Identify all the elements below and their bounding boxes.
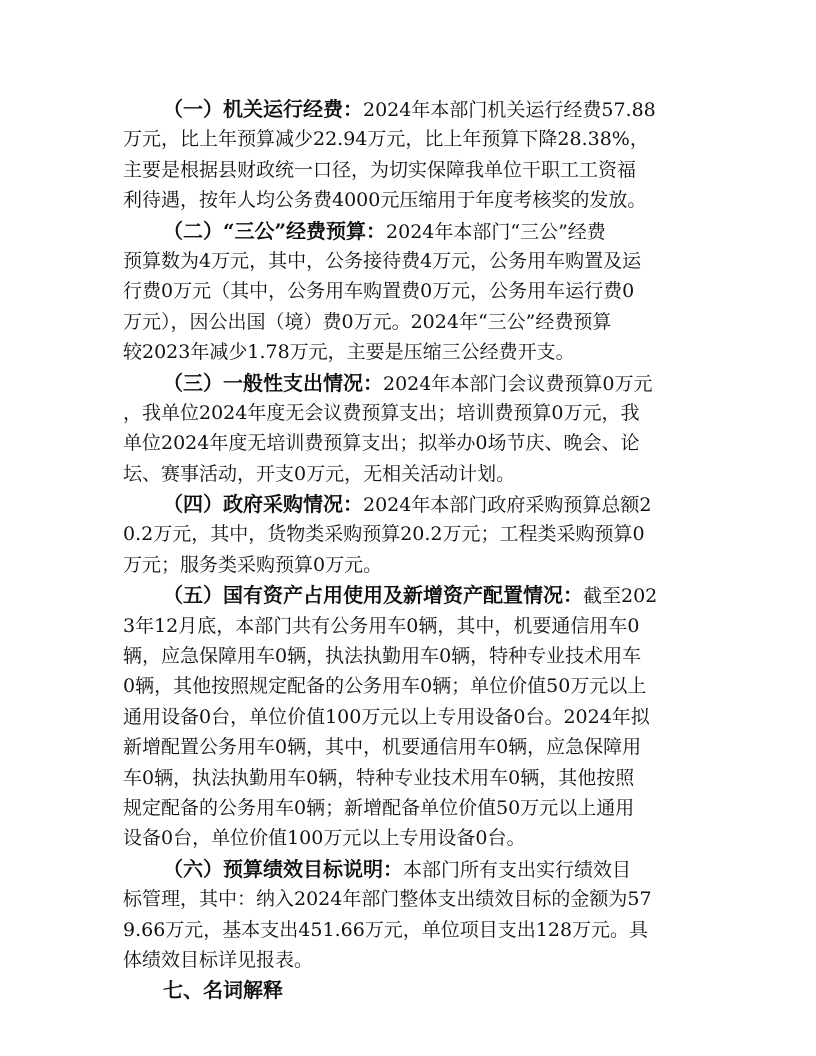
paragraph-4-line-3: 万元；服务类采购预算0万元。 [123, 553, 383, 576]
paragraph-5-text: 截至202 [583, 585, 658, 608]
paragraph-5-line-8: 规定配备的公务用车0辆；新增配备单位价值50万元以上通用 [123, 796, 635, 819]
paragraph-1-line-1 [123, 94, 703, 124]
paragraph-4-text: 2024年本部门政府采购预算总额2 [363, 494, 652, 517]
paragraph-2-line-5: 较2023年减少1.78万元，主要是压缩三公经费开支。 [123, 341, 575, 364]
paragraph-6-line-3: 9.66万元，基本支出451.66万元，单位项目支出128万元。具 [123, 918, 649, 941]
paragraph-4-line-1 [123, 489, 703, 519]
paragraph-6-line-4: 体绩效目标详见报表。 [123, 948, 314, 971]
paragraph-3-heading: （三）一般性支出情况： [163, 370, 383, 395]
paragraph-3-line-2: ，我单位2024年度无会议费预算支出；培训费预算0万元，我 [123, 401, 640, 424]
paragraph-1-text: 2024年本部门机关运行经费57.88 [363, 99, 656, 121]
paragraph-2-text: 2024年本部门“三公”经费 [386, 220, 606, 243]
paragraph-5-line-7: 车0辆，执法执勤用车0辆，特种专业技术用车0辆，其他按照 [123, 766, 635, 789]
paragraph-5-heading: （五）国有资产占用使用及新增资产配置情况： [163, 583, 583, 608]
paragraph-1-line-4: 利待遇，按年人均公务费4000元压缩用于年度考核奖的发放。 [123, 189, 647, 212]
paragraph-5-line-4: 0辆，其他按照规定配备的公务用车0辆；单位价值50万元以上 [123, 675, 647, 698]
paragraph-4-line-2: 0.2万元，其中，货物类采购预算20.2万元；工程类采购预算0 [123, 523, 645, 546]
paragraph-5-line-5: 通用设备0台，单位价值100万元以上专用设备0台。2024年拟 [123, 705, 650, 728]
paragraph-1-line-3: 主要是根据县财政统一口径，为切实保障我单位干职工工资福 [123, 158, 637, 181]
paragraph-6-line-2: 标管理，其中：纳入2024年部门整体支出绩效目标的金额为57 [123, 888, 652, 911]
paragraph-6-line-1 [123, 854, 703, 884]
paragraph-1-line-2: 万元，比上年预算减少22.94万元，比上年预算下降28.38%， [123, 128, 649, 151]
document-page [123, 94, 703, 1006]
paragraph-5-line-3: 辆，应急保障用车0辆，执法执勤用车0辆，特种专业技术用车 [123, 645, 642, 668]
paragraph-3-line-3: 单位2024年度无培训费预算支出；拟举办0场节庆、晚会、论 [123, 432, 640, 455]
paragraph-2-line-1 [123, 216, 703, 246]
paragraph-6-text: 本部门所有支出实行绩效目 [403, 858, 632, 881]
section-heading: 七、名词解释 [163, 978, 283, 1003]
paragraph-3-line-4: 坛、赛事活动，开支0万元，无相关活动计划。 [123, 462, 516, 485]
paragraph-2-line-4: 万元），因公出国（境）费0万元。2024年“三公”经费预算 [123, 310, 612, 333]
paragraph-5-line-2: 3年12月底，本部门共有公务用车0辆，其中，机要通信用车0 [123, 614, 640, 637]
paragraph-5-line-6: 新增配置公务用车0辆，其中，机要通信用车0辆，应急保障用 [123, 736, 642, 759]
paragraph-3-line-1 [123, 368, 703, 398]
paragraph-2-heading: （二）“三公”经费预算： [163, 218, 387, 243]
paragraph-2-line-3: 行费0万元（其中，公务用车购置费0万元，公务用车运行费0 [123, 280, 635, 303]
paragraph-4-heading: （四）政府采购情况： [163, 492, 363, 517]
paragraph-3-text: 2024年本部门会议费预算0万元 [383, 372, 653, 395]
paragraph-1-heading: （一）机关运行经费： [163, 97, 363, 121]
paragraph-5-line-1 [123, 580, 703, 610]
paragraph-2-line-2: 预算数为4万元，其中，公务接待费4万元，公务用车购置及运 [123, 249, 642, 272]
paragraph-5-line-9: 设备0台，单位价值100万元以上专用设备0台。 [123, 827, 526, 850]
paragraph-6-heading: （六）预算绩效目标说明： [163, 856, 403, 881]
